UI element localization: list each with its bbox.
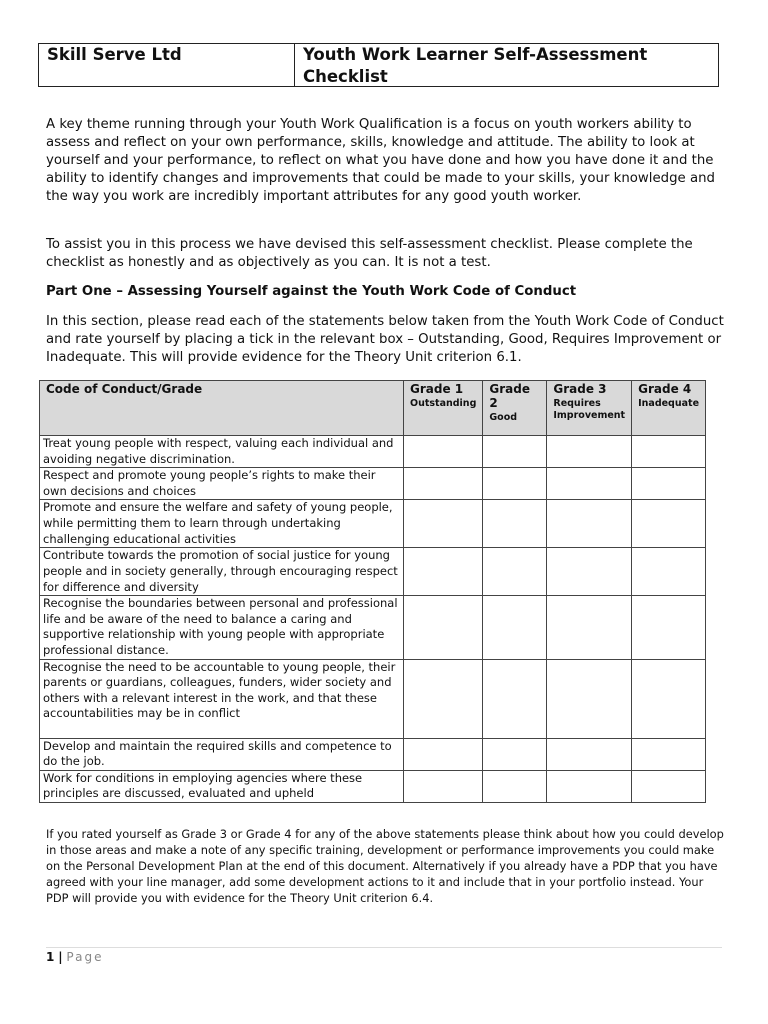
page-number: 1 <box>46 950 55 964</box>
grade-4-cell[interactable] <box>632 738 706 770</box>
grade-desc: Inadequate <box>638 398 700 409</box>
statement-cell: Develop and maintain the required skills and competence to do the job. <box>40 738 404 770</box>
grade-2-cell[interactable] <box>483 770 547 802</box>
grade-1-cell[interactable] <box>404 738 483 770</box>
grade-1-cell[interactable] <box>404 500 483 548</box>
section-paragraph: In this section, please read each of the statements below taken from the Youth Work Code of Conduct and rate yourself by placing a tick in the relevant box – Outstanding, Good, Requires Improvement or Inadequate. This will provide evidence for the Theory Unit criterion 6.1. <box>46 314 724 365</box>
grade-label: Grade 1 <box>410 382 464 396</box>
table-row <box>40 738 706 770</box>
grade-1-cell[interactable] <box>404 770 483 802</box>
statement-cell: Work for conditions in employing agencies where these principles are discussed, evaluated and upheld <box>40 770 404 802</box>
table-row <box>40 659 706 738</box>
header-grade-3 <box>547 381 632 436</box>
header-box <box>38 43 719 87</box>
statement-cell: Promote and ensure the welfare and safety of young people, while permitting them to learn through undertaking challenging educational activities <box>40 500 404 548</box>
grade-2-cell[interactable] <box>483 596 547 659</box>
grade-1-cell[interactable] <box>404 436 483 468</box>
table-row <box>40 468 706 500</box>
statement-cell: Respect and promote young people’s rights to make their own decisions and choices <box>40 468 404 500</box>
header-grade-1 <box>404 381 483 436</box>
grade-1-cell[interactable] <box>404 468 483 500</box>
grade-3-cell[interactable] <box>547 770 632 802</box>
grade-desc: Outstanding <box>410 398 477 409</box>
grade-label: Grade 2 <box>489 382 530 410</box>
grade-3-cell[interactable] <box>547 738 632 770</box>
statement-cell: Treat young people with respect, valuing each individual and avoiding negative discrimination. <box>40 436 404 468</box>
grade-4-cell[interactable] <box>632 468 706 500</box>
grade-4-cell[interactable] <box>632 659 706 738</box>
grade-4-cell[interactable] <box>632 548 706 596</box>
grade-2-cell[interactable] <box>483 468 547 500</box>
grade-desc: Good <box>489 412 518 423</box>
grade-3-cell[interactable] <box>547 500 632 548</box>
grade-label: Grade 3 <box>553 382 607 396</box>
grade-1-cell[interactable] <box>404 659 483 738</box>
table-row <box>40 770 706 802</box>
grade-4-cell[interactable] <box>632 596 706 659</box>
page-separator: | <box>58 950 63 964</box>
grade-2-cell[interactable] <box>483 548 547 596</box>
grade-2-cell[interactable] <box>483 659 547 738</box>
company-name: Skill Serve Ltd <box>39 44 295 86</box>
header-code-of-conduct: Code of Conduct/Grade <box>40 381 404 436</box>
page-footer <box>46 950 103 964</box>
grade-label: Grade 4 <box>638 382 692 396</box>
grade-2-cell[interactable] <box>483 436 547 468</box>
table-row <box>40 548 706 596</box>
grade-2-cell[interactable] <box>483 738 547 770</box>
intro-paragraph: A key theme running through your Youth Work Qualification is a focus on youth workers ability to assess and reflect on your own performance, skills, knowledge and attitude. The ability to look at yourself and your performance, to reflect on what you have done and how you have done it and the ability to identify changes and improvements that could be made to your skills, your knowledge and the way you work are incredibly important attributes for any good youth worker. <box>46 117 715 204</box>
header-grade-2 <box>483 381 547 436</box>
table-row <box>40 436 706 468</box>
grade-3-cell[interactable] <box>547 548 632 596</box>
grade-1-cell[interactable] <box>404 548 483 596</box>
code-of-conduct-table <box>39 380 706 803</box>
header-grade-4 <box>632 381 706 436</box>
grade-1-cell[interactable] <box>404 596 483 659</box>
table-row <box>40 596 706 659</box>
footer-paragraph: If you rated yourself as Grade 3 or Grade 4 for any of the above statements please think about how you could develop in those areas and make a note of any specific training, development or performance improvements you could make on the Personal Development Plan at the end of this document. Alternatively if you already have a PDP that you have agreed with your line manager, add some development actions to it and include that in your portfolio instead. Your PDP will provide you with evidence for the Theory Unit criterion 6.4. <box>46 827 724 905</box>
grade-3-cell[interactable] <box>547 468 632 500</box>
table-header-row <box>40 381 706 436</box>
page-label: Page <box>66 950 104 964</box>
grade-4-cell[interactable] <box>632 436 706 468</box>
document-title: Youth Work Learner Self-Assessment Checklist <box>303 45 648 86</box>
table-row <box>40 500 706 548</box>
grade-3-cell[interactable] <box>547 659 632 738</box>
grade-3-cell[interactable] <box>547 436 632 468</box>
assist-paragraph: To assist you in this process we have devised this self-assessment checklist. Please complete the checklist as honestly and as objectively as you can. It is not a test. <box>46 237 693 270</box>
grade-4-cell[interactable] <box>632 500 706 548</box>
statement-cell: Recognise the need to be accountable to young people, their parents or guardians, colleagues, funders, wider society and others with a relevant interest in the work, and that these accountabilities may be in conflict <box>40 659 404 738</box>
footer-divider <box>46 947 722 948</box>
statement-cell: Contribute towards the promotion of social justice for young people and in society generally, through encouraging respect for difference and diversity <box>40 548 404 596</box>
part-one-heading: Part One – Assessing Yourself against the Youth Work Code of Conduct <box>46 284 577 299</box>
grade-desc: Requires Improvement <box>553 398 626 421</box>
grade-3-cell[interactable] <box>547 596 632 659</box>
grade-2-cell[interactable] <box>483 500 547 548</box>
grade-4-cell[interactable] <box>632 770 706 802</box>
statement-cell: Recognise the boundaries between personal and professional life and be aware of the need to balance a caring and supportive relationship with young people with appropriate professional distance. <box>40 596 404 659</box>
